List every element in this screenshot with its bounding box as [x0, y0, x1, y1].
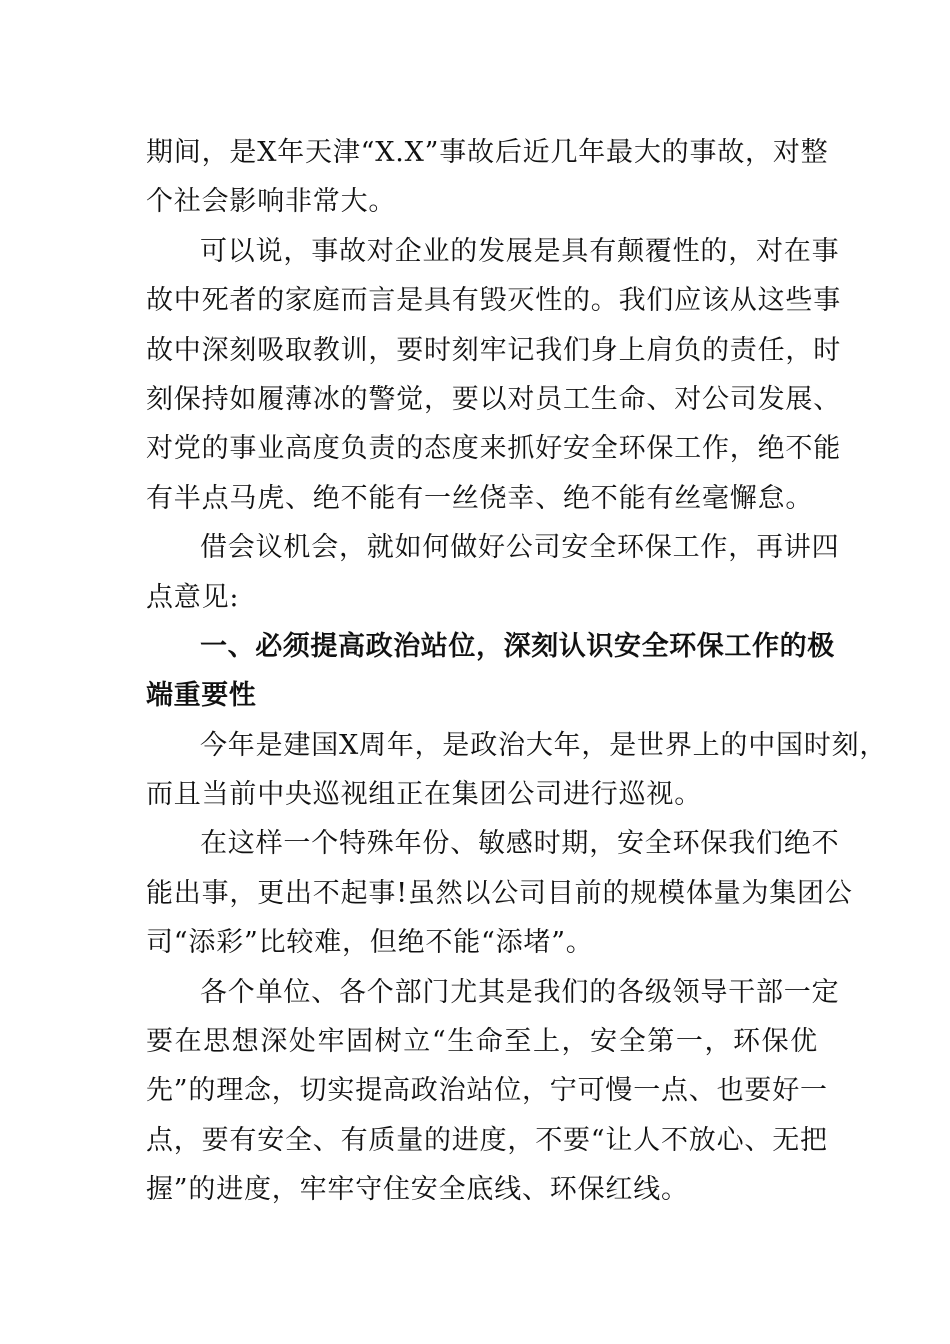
paragraph-line: 要在思想深处牢固树立“生命至上，安全第一，环保优 [146, 1026, 818, 1058]
paragraph-line: 有半点马虎、绝不能有一丝侥幸、绝不能有丝毫懈怠。 [146, 482, 814, 514]
paragraph-line: 故中深刻吸取教训，要时刻牢记我们身上肩负的责任，时 [146, 334, 841, 366]
paragraph-line: 对党的事业高度负责的态度来抓好安全环保工作，绝不能 [146, 433, 841, 465]
paragraph-line: 而且当前中央巡视组正在集团公司进行巡视。 [146, 779, 702, 811]
paragraph-line: 借会议机会，就如何做好公司安全环保工作，再讲四 [200, 532, 840, 564]
paragraph-line: 在这样一个特殊年份、敏感时期，安全环保我们绝不 [200, 828, 840, 860]
paragraph-line: 个社会影响非常大。 [146, 186, 397, 218]
paragraph-line: 各个单位、各个部门尤其是我们的各级领导干部一定 [200, 976, 840, 1008]
paragraph-line: 可以说，事故对企业的发展是具有颠覆性的，对在事 [200, 235, 840, 267]
paragraph-line: 握”的进度，牢牢守住安全底线、环保红线。 [146, 1174, 689, 1206]
paragraph-line: 刻保持如履薄冰的警觉，要以对员工生命、对公司发展、 [146, 383, 841, 415]
paragraph-line: 今年是建国X周年，是政治大年，是世界上的中国时刻， [200, 729, 888, 761]
paragraph-line: 能出事，更出不起事!虽然以公司目前的规模体量为集团公 [146, 877, 853, 909]
paragraph-line: 司“添彩”比较难，但绝不能“添堵”。 [146, 927, 594, 959]
section-heading: 端重要性 [146, 680, 257, 712]
document-body [146, 128, 888, 1215]
paragraph-line: 先”的理念，切实提高政治站位，宁可慢一点、也要好一 [146, 1075, 828, 1107]
paragraph-line: 点意见: [146, 581, 240, 613]
paragraph-line: 故中死者的家庭而言是具有毁灭性的。我们应该从这些事 [146, 285, 841, 317]
section-heading: 一、必须提高政治站位，深刻认识安全环保工作的极 [200, 630, 835, 662]
paragraph-line: 期间，是X年天津“X.X”事故后近几年最大的事故，对整 [146, 137, 829, 168]
paragraph-line: 点，要有安全、有质量的进度，不要“让人不放心、无把 [146, 1124, 828, 1156]
